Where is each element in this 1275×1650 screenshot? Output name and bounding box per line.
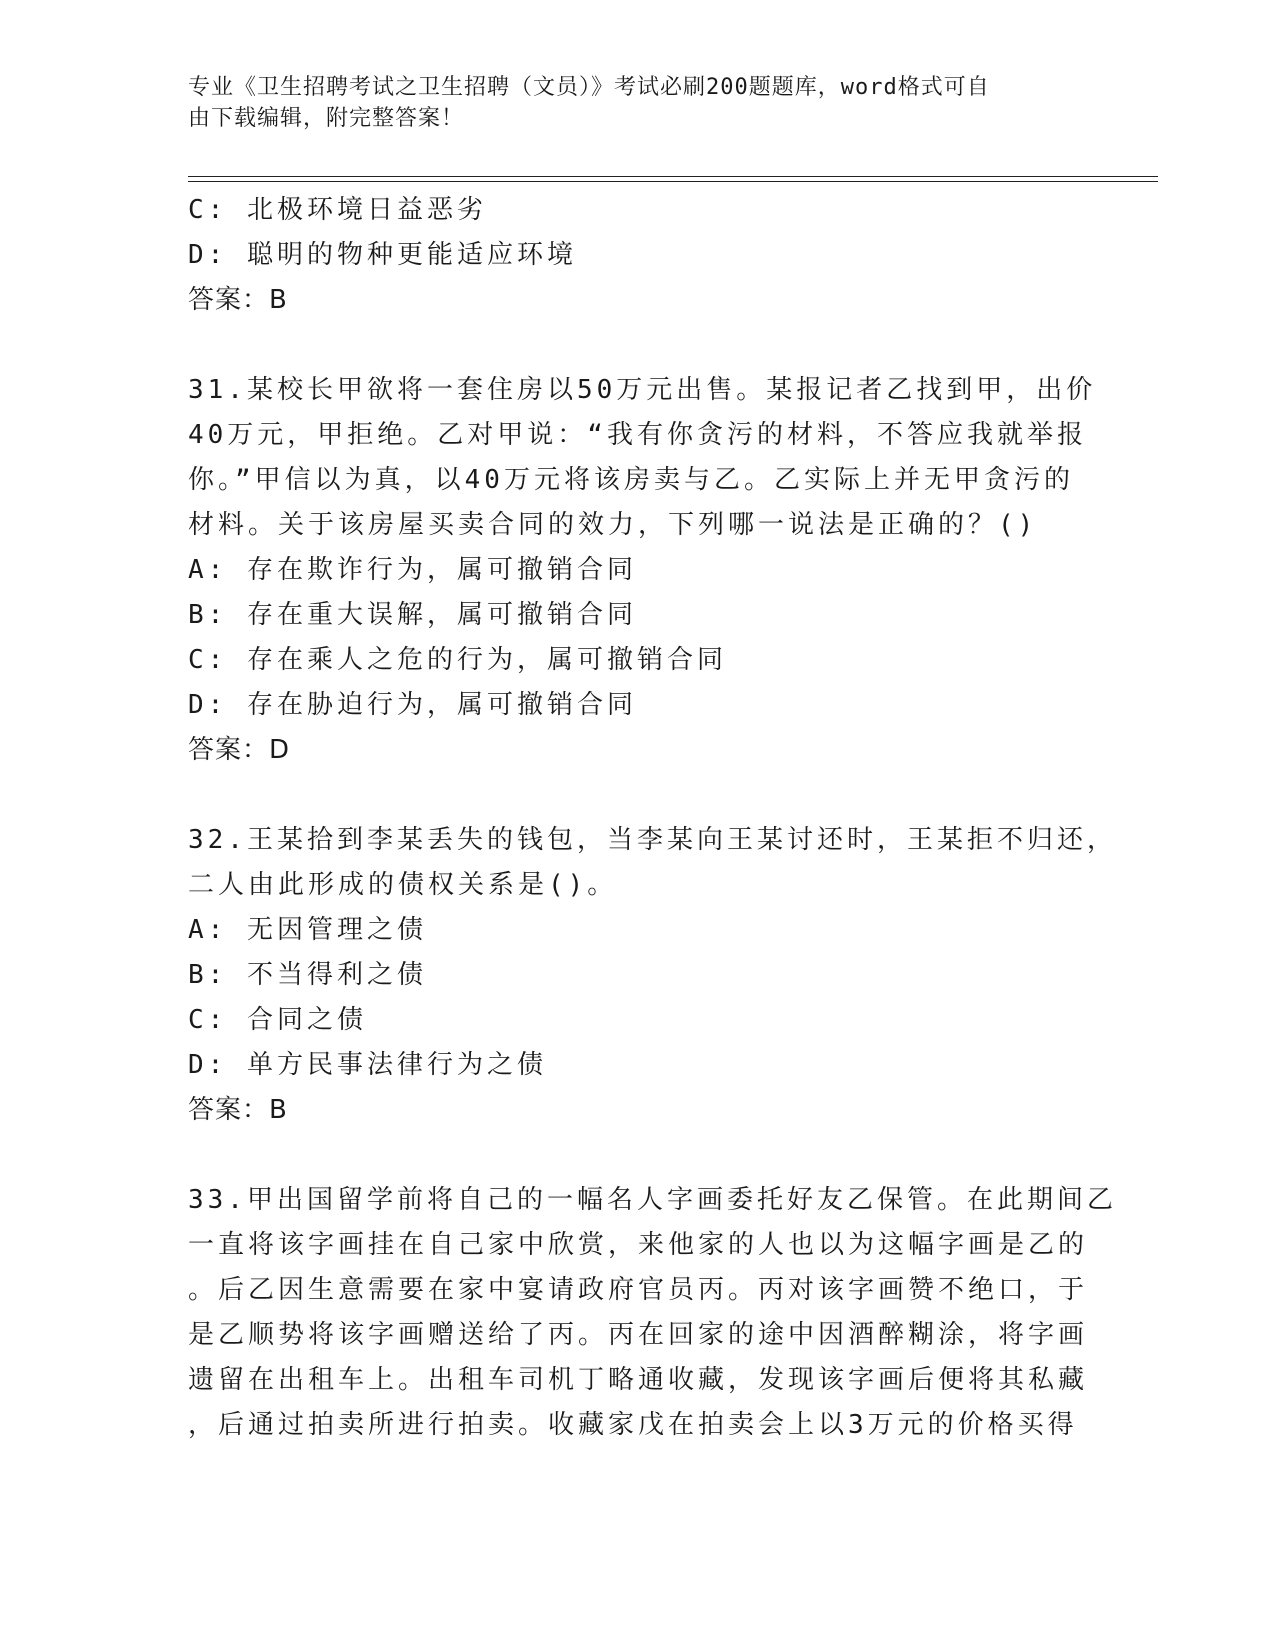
document-body <box>188 188 1117 1448</box>
spacer <box>188 323 1088 368</box>
header-divider-bottom <box>188 181 1158 182</box>
question-stem-line: 32.王某拾到李某丢失的钱包，当李某向王某讨还时，王某拒不归还， <box>188 825 1117 855</box>
question-stem-line: 遗留在出租车上。出租车司机丁略通收藏，发现该字画后便将其私藏 <box>188 1365 1089 1395</box>
option-b: B: 存在重大误解，属可撤销合同 <box>188 600 637 630</box>
question-stem-line: 是乙顺势将该字画赠送给了丙。丙在回家的途中因酒醉糊涂，将字画 <box>188 1320 1089 1350</box>
question-stem-line: 。后乙因生意需要在家中宴请政府官员丙。丙对该字画赞不绝口，于 <box>188 1275 1089 1305</box>
answer-line: 答案：B <box>188 285 288 315</box>
option-d: D: 单方民事法律行为之债 <box>188 1050 547 1080</box>
answer-line: 答案：D <box>188 735 291 765</box>
option-c: C: 存在乘人之危的行为，属可撤销合同 <box>188 645 727 675</box>
question-32 <box>188 818 1117 1133</box>
question-stem-line: ，后通过拍卖所进行拍卖。收藏家戊在拍卖会上以3万元的价格买得 <box>188 1410 1078 1440</box>
question-stem-line: 40万元，甲拒绝。乙对甲说：“我有你贪污的材料，不答应我就举报 <box>188 420 1087 450</box>
question-stem-line: 你。”甲信以为真，以40万元将该房卖与乙。乙实际上并无甲贪污的 <box>188 465 1074 495</box>
header-title-line-2: 由下载编辑，附完整答案！ <box>188 106 465 131</box>
option-a: A: 无因管理之债 <box>188 915 427 945</box>
document-header <box>188 72 1068 134</box>
spacer <box>188 773 1088 818</box>
header-title-line-1: 专业《卫生招聘考试之卫生招聘（文员）》考试必刷200题题库，word格式可自 <box>188 75 990 100</box>
question-stem-line: 二人由此形成的债权关系是()。 <box>188 870 618 900</box>
question-stem-line: 一直将该字画挂在自己家中欣赏，来他家的人也以为这幅字画是乙的 <box>188 1230 1089 1260</box>
option-d: D: 聪明的物种更能适应环境 <box>188 240 577 270</box>
spacer <box>188 1133 1088 1178</box>
question-31 <box>188 368 1097 773</box>
question-33 <box>188 1178 1117 1448</box>
option-a: A: 存在欺诈行为，属可撤销合同 <box>188 555 637 585</box>
option-b: B: 不当得利之债 <box>188 960 427 990</box>
answer-line: 答案：B <box>188 1095 288 1125</box>
question-stem-line: 31.某校长甲欲将一套住房以50万元出售。某报记者乙找到甲，出价 <box>188 375 1097 405</box>
option-c: C: 北极环境日益恶劣 <box>188 195 487 225</box>
header-divider-top <box>188 176 1158 177</box>
question-stem-line: 材料。关于该房屋买卖合同的效力，下列哪一说法是正确的？() <box>188 510 1038 540</box>
option-d: D: 存在胁迫行为，属可撤销合同 <box>188 690 637 720</box>
question-stem-line: 33.甲出国留学前将自己的一幅名人字画委托好友乙保管。在此期间乙 <box>188 1185 1117 1215</box>
question-30-tail <box>188 188 1088 323</box>
option-c: C: 合同之债 <box>188 1005 367 1035</box>
